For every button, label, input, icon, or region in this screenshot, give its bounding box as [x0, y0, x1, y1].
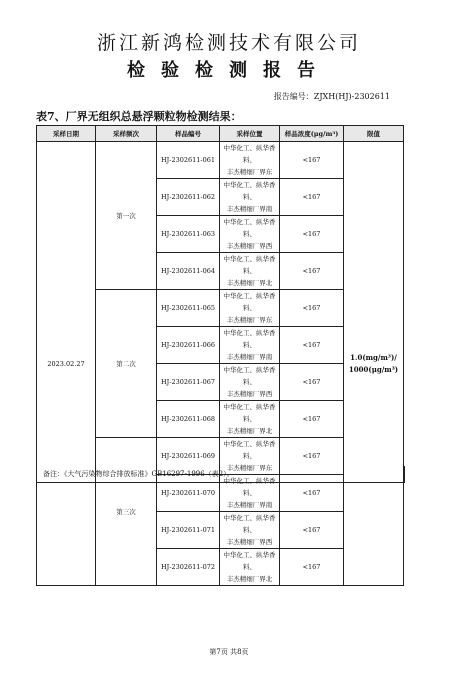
location-line-2: 丰杰精细厂界北 [226, 279, 273, 287]
col-header-date: 采样日期 [37, 126, 96, 142]
sampling-location [220, 216, 280, 253]
sampling-frequency: 第二次 [96, 290, 157, 438]
location-line-1: 中华化工、纵华香料、 [223, 514, 276, 534]
concentration-value: <167 [280, 364, 344, 401]
sampling-frequency: 第一次 [96, 142, 157, 290]
location-line-1: 中华化工、纵华香料、 [223, 181, 276, 201]
concentration-value: <167 [280, 179, 344, 216]
sample-id: HJ-2302611-063 [157, 216, 220, 253]
col-header-concentration: 样品浓度(μg/m³) [280, 126, 344, 142]
concentration-value: <167 [280, 327, 344, 364]
sampling-location [220, 364, 280, 401]
sampling-location [220, 327, 280, 364]
sampling-frequency: 第三次 [96, 438, 157, 586]
location-line-2: 丰杰精细厂界东 [226, 168, 273, 176]
location-line-2: 丰杰精细厂界南 [226, 501, 273, 509]
location-line-2: 丰杰精细厂界东 [226, 464, 273, 472]
col-header-frequency: 采样频次 [96, 126, 157, 142]
col-header-location: 采样位置 [220, 126, 280, 142]
col-header-sample-id: 样品编号 [157, 126, 220, 142]
report-title: 检验检测报告 [127, 60, 331, 81]
report-number: 报告编号：ZJXH(HJ)-2302611 [273, 92, 390, 101]
location-line-1: 中华化工、纵华香料、 [223, 551, 276, 571]
sampling-location [220, 549, 280, 586]
sample-id: HJ-2302611-067 [157, 364, 220, 401]
sampling-location [220, 512, 280, 549]
concentration-value: <167 [280, 401, 344, 438]
location-line-1: 中华化工、纵华香料、 [223, 218, 276, 238]
location-line-1: 中华化工、纵华香料、 [223, 477, 276, 497]
location-line-1: 中华化工、纵华香料、 [223, 292, 276, 312]
section-title: 表7、厂界无组织总悬浮颗粒物检测结果： [36, 110, 242, 123]
location-line-1: 中华化工、纵华香料、 [223, 144, 276, 164]
limit-value [344, 142, 404, 586]
location-line-2: 丰杰精细厂界东 [226, 316, 273, 324]
location-line-1: 中华化工、纵华香料、 [223, 329, 276, 349]
concentration-value: <167 [280, 475, 344, 512]
limit-line-1: 1.0(mg/m³)/ [350, 352, 397, 362]
concentration-value: <167 [280, 142, 344, 179]
sampling-location [220, 401, 280, 438]
location-line-2: 丰杰精细厂界西 [226, 538, 273, 546]
concentration-value: <167 [280, 290, 344, 327]
sample-id: HJ-2302611-071 [157, 512, 220, 549]
table-header-row [37, 126, 404, 142]
location-line-2: 丰杰精细厂界西 [226, 242, 273, 250]
sampling-location [220, 142, 280, 179]
location-line-2: 丰杰精细厂界南 [226, 205, 273, 213]
location-line-1: 中华化工、纵华香料、 [223, 403, 276, 423]
sample-id: HJ-2302611-072 [157, 549, 220, 586]
sample-id: HJ-2302611-061 [157, 142, 220, 179]
results-table [36, 125, 404, 586]
sample-id: HJ-2302611-068 [157, 401, 220, 438]
sampling-location [220, 179, 280, 216]
concentration-value: <167 [280, 438, 344, 475]
sample-id: HJ-2302611-064 [157, 253, 220, 290]
company-name: 浙江新鸿检测技术有限公司 [96, 32, 361, 54]
concentration-value: <167 [280, 549, 344, 586]
col-header-limit: 限值 [344, 126, 404, 142]
concentration-value: <167 [280, 253, 344, 290]
table-row [37, 142, 404, 179]
sampling-date: 2023.02.27 [37, 142, 96, 586]
sampling-location [220, 290, 280, 327]
location-line-2: 丰杰精细厂界北 [226, 575, 273, 583]
sample-id: HJ-2302611-066 [157, 327, 220, 364]
location-line-1: 中华化工、纵华香料、 [223, 255, 276, 275]
sample-id: HJ-2302611-070 [157, 475, 220, 512]
concentration-value: <167 [280, 216, 344, 253]
sample-id: HJ-2302611-065 [157, 290, 220, 327]
page-number: 第7页 共8页 [209, 648, 249, 656]
sample-id: HJ-2302611-062 [157, 179, 220, 216]
table-note: 备注：《大气污染物综合排放标准》GB16297-1996（表2）。 [36, 466, 405, 483]
sampling-location [220, 253, 280, 290]
limit-line-2: 1000(μg/m³) [348, 364, 399, 374]
location-line-1: 中华化工、纵华香料、 [223, 440, 276, 460]
location-line-2: 丰杰精细厂界西 [226, 390, 273, 398]
sample-id: HJ-2302611-069 [157, 438, 220, 475]
location-line-2: 丰杰精细厂界南 [226, 353, 273, 361]
location-line-1: 中华化工、纵华香料、 [223, 366, 276, 386]
location-line-2: 丰杰精细厂界北 [226, 427, 273, 435]
concentration-value: <167 [280, 512, 344, 549]
